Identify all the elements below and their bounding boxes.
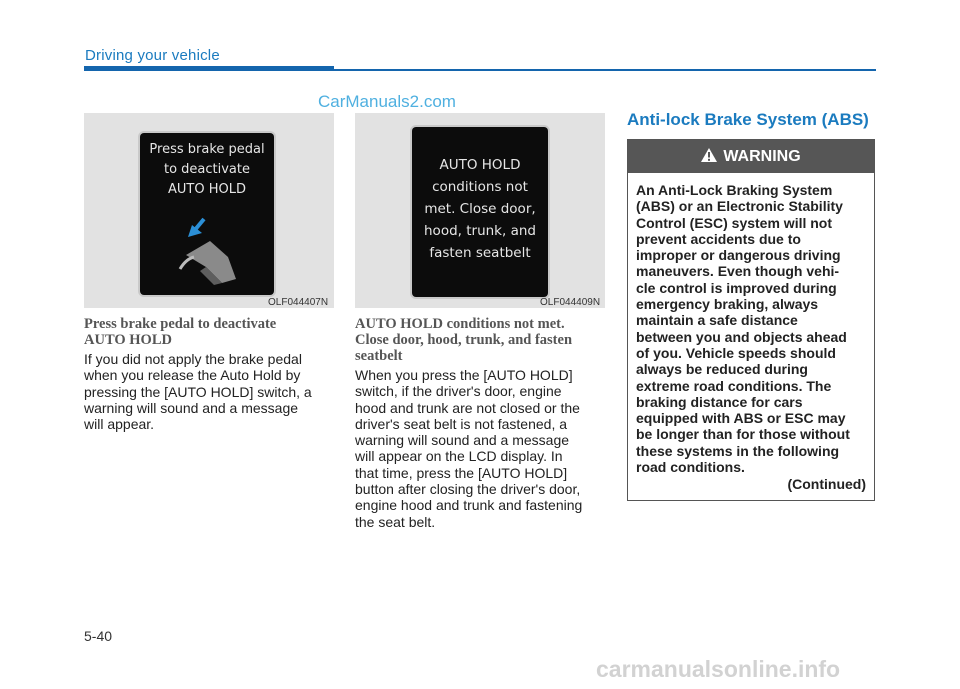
warning-header (628, 140, 874, 173)
screen-line: hood, trunk, and (424, 223, 536, 239)
subsection-heading (355, 316, 607, 364)
text-line: driver's seat belt is not fastened, a (355, 415, 568, 432)
page-number: 5-40 (84, 628, 113, 644)
text-line: cle control is improved during (636, 279, 837, 296)
text-line: Control (ESC) system will not (636, 214, 833, 231)
heading-line: seatbelt (355, 348, 403, 364)
heading-line: Press brake pedal to deactivate (84, 316, 277, 332)
heading-line: AUTO HOLD (84, 332, 172, 348)
warning-box (627, 139, 875, 501)
screen-line: met. Close door, (424, 201, 536, 217)
text-line: When you press the [AUTO HOLD] (355, 367, 573, 383)
text-line: when you release the Auto Hold by (84, 367, 301, 384)
text-line: extreme road conditions. The (636, 377, 832, 394)
text-line: road conditions. (636, 459, 745, 476)
subsection-heading (84, 316, 336, 348)
section-heading: Anti-lock Brake System (ABS) (627, 110, 869, 129)
figure-brake-pedal-message (84, 113, 334, 308)
screen-line: fasten seatbelt (429, 245, 531, 261)
cluster-display (140, 133, 274, 295)
text-line: maneuvers. Even though vehi- (636, 263, 840, 280)
text-line: (ABS) or an Electronic Stability (636, 198, 843, 215)
warning-title: WARNING (723, 148, 801, 165)
brake-pedal-icon (176, 207, 246, 287)
figure-code: OLF044409N (540, 297, 601, 308)
header-rule-thin (334, 69, 876, 71)
continued-label: (Continued) (787, 476, 866, 492)
text-line: warning will sound and a message (84, 399, 299, 416)
text-line: will appear on the LCD display. In (355, 448, 563, 465)
figure-auto-hold-conditions (355, 113, 605, 308)
warning-triangle-icon (701, 148, 717, 162)
text-line: button after closing the driver's door, (355, 481, 581, 498)
body-paragraph (84, 351, 336, 432)
text-line: equipped with ABS or ESC may (636, 410, 846, 427)
screen-line: conditions not (432, 179, 528, 195)
warning-body (636, 182, 868, 475)
text-line: braking distance for cars (636, 393, 803, 410)
cluster-display (412, 127, 548, 297)
watermark-bottom: carmanualsonline.info (596, 656, 841, 682)
text-line: hood and trunk are not closed or the (355, 399, 580, 416)
text-line: between you and objects ahead (636, 328, 847, 345)
text-line: An Anti-Lock Braking System (636, 182, 833, 198)
screen-line: AUTO HOLD (168, 182, 246, 197)
text-line: prevent accidents due to (636, 230, 801, 247)
text-line: these systems in the following (636, 442, 840, 459)
text-line: engine hood and trunk and fastening (355, 497, 583, 514)
text-line: switch, if the driver's door, engine (355, 383, 562, 400)
text-line: If you did not apply the brake pedal (84, 351, 302, 367)
text-line: always be reduced during (636, 361, 808, 378)
header-rule-thick (84, 66, 334, 71)
text-line: warning will sound and a message (355, 432, 570, 449)
watermark-top: CarManuals2.com (318, 92, 456, 111)
screen-line: to deactivate (163, 162, 250, 177)
screen-line: AUTO HOLD (439, 157, 521, 173)
heading-line: AUTO HOLD conditions not met. (355, 316, 565, 332)
text-line: be longer than for those without (636, 426, 850, 443)
screen-line: Press brake pedal (149, 142, 265, 157)
text-line: of you. Vehicle speeds should (636, 344, 836, 361)
text-line: the seat belt. (355, 513, 436, 530)
text-line: emergency braking, always (636, 296, 819, 313)
text-line: that time, press the [AUTO HOLD] (355, 464, 568, 481)
section-title: Driving your vehicle (85, 47, 220, 64)
warning-header-content (628, 148, 874, 166)
text-line: maintain a safe distance (636, 312, 798, 329)
heading-line: Close door, hood, trunk, and fasten (355, 332, 573, 348)
text-line: will appear. (84, 416, 155, 433)
text-line: improper or dangerous driving (636, 247, 841, 264)
body-paragraph (355, 367, 605, 530)
text-line: pressing the [AUTO HOLD] switch, a (84, 383, 312, 400)
figure-code: OLF044407N (268, 297, 329, 308)
